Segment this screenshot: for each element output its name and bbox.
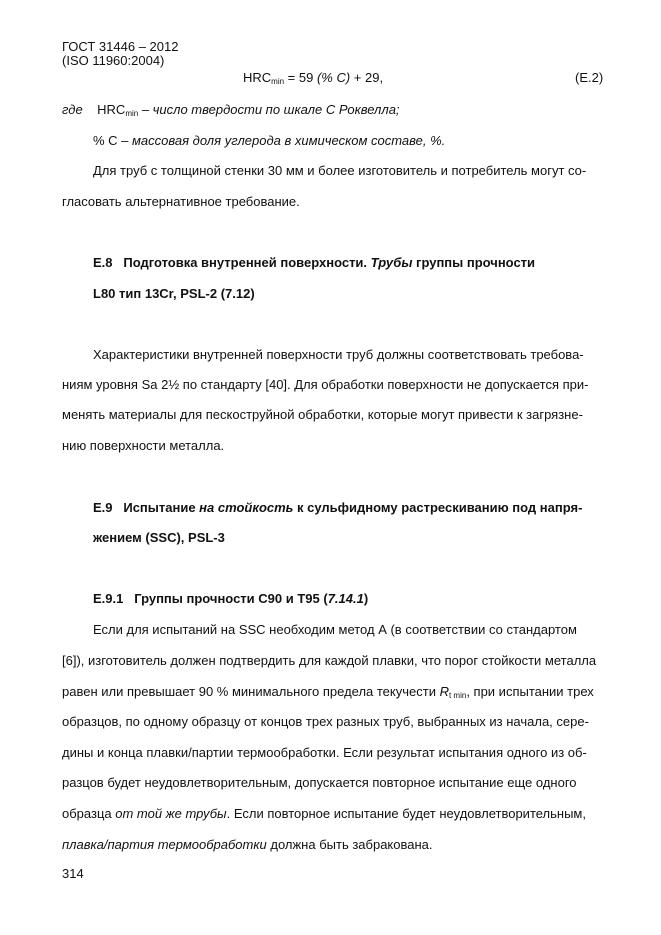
ssc-line-3-b: , при испытании трех <box>466 684 594 699</box>
section-e8-number: Е.8 <box>93 255 113 270</box>
formula-expr-c: + 29, <box>350 70 384 85</box>
paragraph-wall-line-1: Для труб с толщиной стенки 30 мм и более изготовитель и потребитель могут со- <box>93 163 587 178</box>
ssc-yield-subscript: t min <box>448 691 467 700</box>
paragraph-surface-line-4: нию поверхности металла. <box>62 438 225 453</box>
section-e8-title-b: Трубы <box>370 255 413 270</box>
section-e91-heading <box>93 591 368 607</box>
paragraph-surface-line-3: менять материалы для пескоструйной обработки, которые могут привести к загрязне- <box>62 407 583 422</box>
formula-hrc: HRC <box>243 70 272 85</box>
section-e9-heading <box>93 500 582 516</box>
paragraph-ssc-line-4: образцов, по одному образцу от концов трех разных труб, выбранных из начала, сере- <box>62 714 589 729</box>
ssc-line-7-c: . Если повторное испытание будет неудовлетворительным, <box>226 806 586 821</box>
section-e91-title-b: 7.14.1 <box>327 591 364 606</box>
ssc-line-7-b: от той же трубы <box>115 806 227 821</box>
paragraph-ssc-line-5: дины и конца плавки/партии термообработки. Если результат испытания одного из об- <box>62 745 587 760</box>
ssc-line-8-a: плавка/партия термообработки <box>62 837 267 852</box>
ssc-line-3-a: равен или превышает 90 % минимального предела текучести <box>62 684 440 699</box>
ssc-line-7-a: образца <box>62 806 116 821</box>
section-e8-heading <box>93 255 535 271</box>
paragraph-surface-line-1: Характеристики внутренней поверхности труб должны соответствовать требова- <box>93 347 584 362</box>
paragraph-ssc-line-3 <box>62 684 594 700</box>
section-e9-title-a: Испытание <box>123 500 200 515</box>
ssc-line-8-b: должна быть забракована. <box>266 837 433 852</box>
section-e91-number: Е.9.1 <box>93 591 124 606</box>
document-header-standard: ГОСТ 31446 – 2012 <box>62 39 179 54</box>
ssc-yield-symbol: R <box>439 684 449 699</box>
section-e9-title-c: к сульфидному растрескиванию под напря- <box>293 500 583 515</box>
document-header-iso: (ISO 11960:2004) <box>62 53 165 68</box>
section-e91-title-a: Группы прочности С90 и Т95 ( <box>134 591 328 606</box>
paragraph-ssc-line-2: [6]), изготовитель должен подтвердить для каждой плавки, что порог стойкости металла <box>62 653 597 668</box>
legend-where: где <box>62 102 83 117</box>
section-e9-number: Е.9 <box>93 500 113 515</box>
legend-hrc-subscript: min <box>125 109 139 118</box>
section-e8-title-a: Подготовка внутренней поверхности. <box>123 255 371 270</box>
formula-legend-carbon <box>93 133 445 149</box>
paragraph-ssc-line-8 <box>62 837 433 853</box>
section-e9-heading-line-2: жением (SSC), PSL-3 <box>93 530 225 545</box>
formula-number: (E.2) <box>575 70 604 85</box>
section-e8-heading-line-2: L80 тип 13Cr, PSL-2 (7.12) <box>93 286 255 301</box>
paragraph-ssc-line-6: разцов будет неудовлетворительным, допускается повторное испытание еще одного <box>62 775 577 790</box>
formula-expr-a: = 59 <box>284 70 317 85</box>
section-e91-title-c: ) <box>363 591 369 606</box>
page-number: 314 <box>62 866 84 881</box>
formula-e2 <box>243 70 383 86</box>
legend-hrc: HRC <box>97 102 126 117</box>
paragraph-ssc-line-1: Если для испытаний на SSC необходим метод А (в соответствии со стандартом <box>93 622 577 637</box>
legend-hrc-description: – число твердости по шкале С Роквелла; <box>138 102 400 117</box>
paragraph-wall-line-2: гласовать альтернативное требование. <box>62 194 300 209</box>
legend-carbon-symbol: % С <box>93 133 118 148</box>
formula-legend-hrc <box>62 102 400 118</box>
formula-carbon-term: (% C) <box>316 70 351 85</box>
paragraph-surface-line-2: ниям уровня Sa 2½ по стандарту [40]. Для обработки поверхности не допускается при- <box>62 377 589 392</box>
formula-hrc-subscript: min <box>271 77 285 86</box>
paragraph-ssc-line-7 <box>62 806 586 822</box>
section-e8-title-c: группы прочности <box>412 255 536 270</box>
legend-carbon-description: – массовая доля углерода в химическом составе, %. <box>117 133 446 148</box>
section-e9-title-b: на стойкость <box>199 500 294 515</box>
